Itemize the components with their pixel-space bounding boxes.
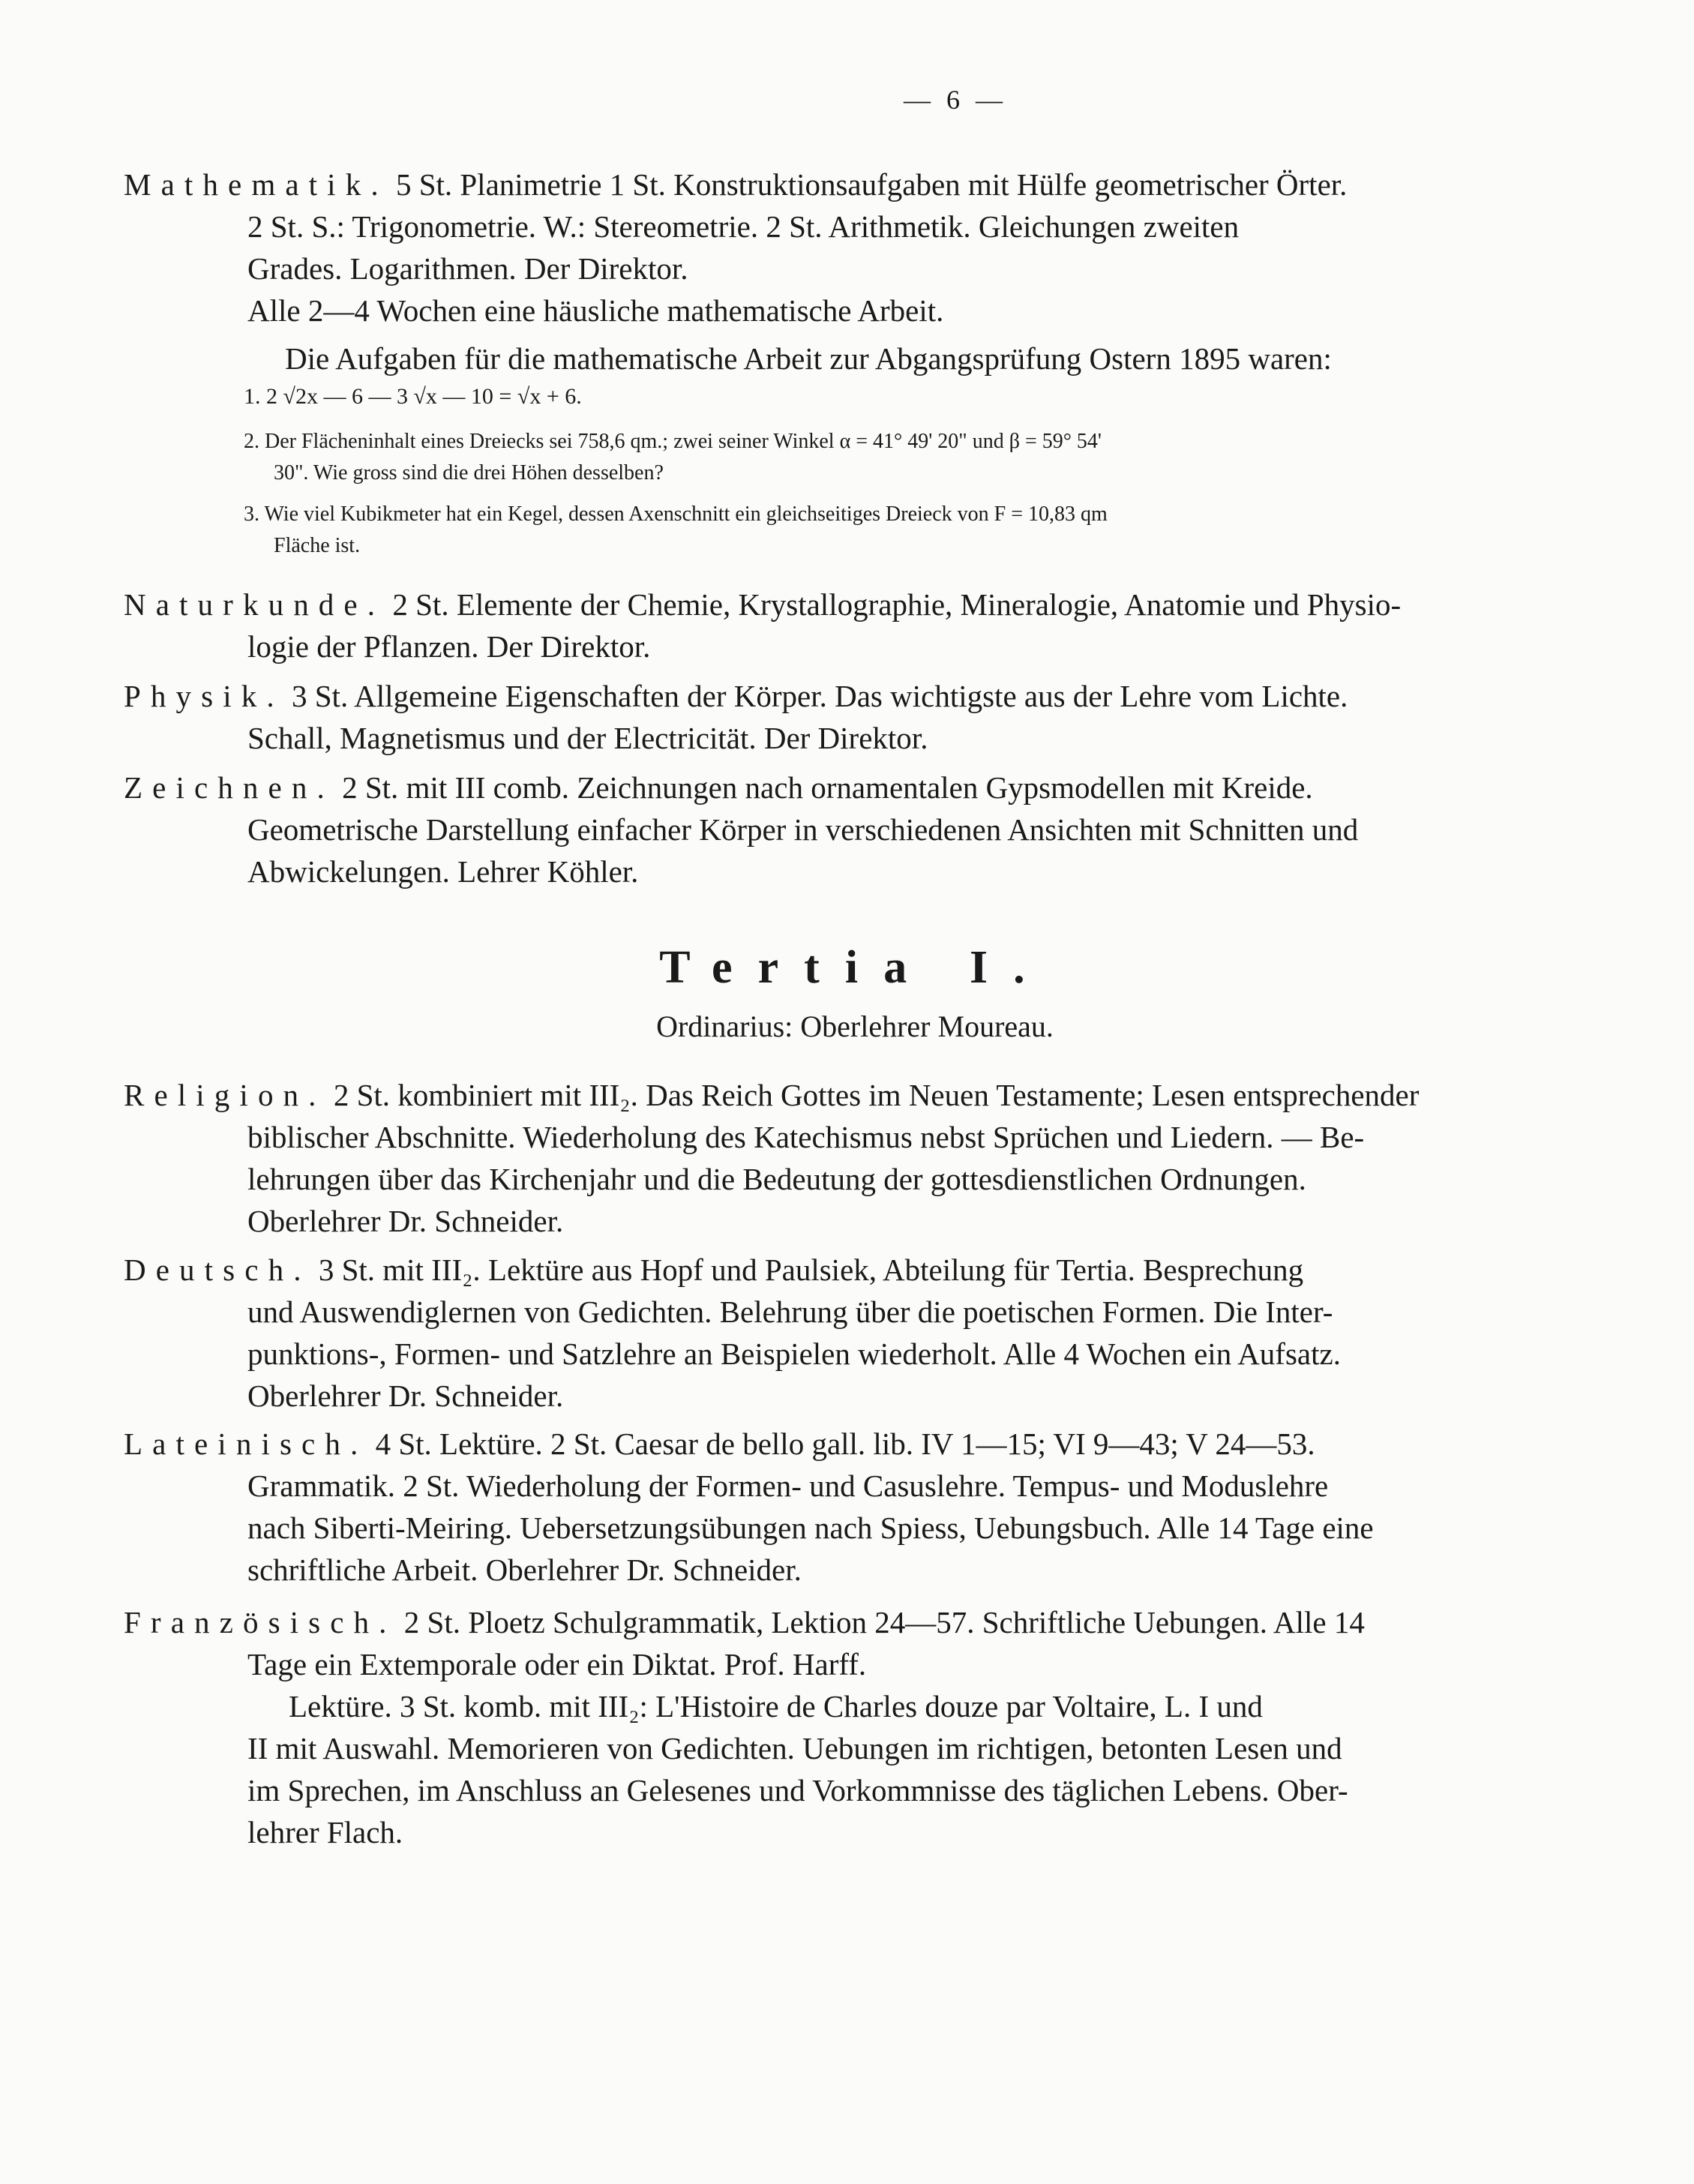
text-line: Oberlehrer Dr. Schneider. (247, 1378, 564, 1413)
text-line: 2 St. Elemente der Chemie, Krystallographie, Mineralogie, Anatomie und Physio- (392, 587, 1402, 622)
text-line: Alle 2—4 Wochen eine häusliche mathematische Arbeit. (247, 293, 944, 328)
text-line: 2 St. kombiniert mit III₂. Das Reich Gottes im Neuen Testamente; Lesen entsprechender (333, 1078, 1420, 1112)
text-line: Schall, Magnetismus und der Electricität. Der Direktor. (247, 721, 928, 755)
text-line: Fläche ist. (274, 534, 361, 557)
text-line: und Auswendiglernen von Gedichten. Belehrung über die poetischen Formen. Die Inter- (247, 1294, 1333, 1329)
text-line: 2 St. mit III comb. Zeichnungen nach ornamentalen Gypsmodellen mit Kreide. (342, 770, 1313, 805)
section-franzoesisch (124, 1601, 1586, 1853)
section-heading: Tertia I. (659, 942, 1051, 993)
section-zeichnen (124, 766, 1586, 892)
text-line: biblischer Abschnitte. Wiederholung des Katechismus nebst Sprüchen und Liedern. — Be- (247, 1120, 1365, 1154)
text-line: 2 St. S.: Trigonometrie. W.: Stereometrie. 2 St. Arithmetik. Gleichungen zweiten (247, 209, 1240, 244)
text-line: Lektüre. 3 St. komb. mit III₂: L'Histoire de Charles douze par Voltaire, L. I und (289, 1689, 1263, 1724)
text-line: punktions-, Formen- und Satzlehre an Beispielen wiederholt. Alle 4 Wochen ein Aufsatz. (247, 1336, 1341, 1371)
subject-label: Zeichnen. (124, 770, 334, 805)
section-naturkunde (124, 584, 1586, 668)
section-mathematik (124, 164, 1586, 332)
text-line: II mit Auswahl. Memorieren von Gedichten. Uebungen im richtigen, betonten Lesen und (247, 1731, 1342, 1766)
text-line: schriftliche Arbeit. Oberlehrer Dr. Schneider. (247, 1552, 802, 1587)
text-line: Oberlehrer Dr. Schneider. (247, 1204, 564, 1238)
subject-label: Physik. (124, 679, 284, 713)
section-physik (124, 675, 1586, 759)
text-line: lehrer Flach. (247, 1815, 403, 1850)
text-line: 2. Der Flächeninhalt eines Dreiecks sei 758,6 qm.; zwei seiner Winkel α = 41° 49' 20" und β = 59° 54' (244, 430, 1102, 453)
text-line: 30". Wie gross sind die drei Höhen desselben? (274, 461, 664, 484)
ordinarius-line: Ordinarius: Oberlehrer Moureau. (656, 1010, 1054, 1043)
text-line: Geometrische Darstellung einfacher Körper in verschiedenen Ansichten mit Schnitten und (247, 812, 1359, 847)
section-lateinisch (124, 1423, 1586, 1591)
subject-label: Naturkunde. (124, 587, 385, 622)
subject-label: Lateinisch. (124, 1426, 368, 1461)
text-line: Abwickelungen. Lehrer Köhler. (247, 854, 639, 889)
exam-task-2 (244, 426, 1594, 489)
page-number: — 6 — (904, 85, 1007, 115)
text-line: nach Siberti-Meiring. Uebersetzungsübungen nach Spiess, Uebungsbuch. Alle 14 Tage eine (247, 1510, 1374, 1545)
text-line: lehrungen über das Kirchenjahr und die Bedeutung der gottesdienstlichen Ordnungen. (247, 1162, 1306, 1196)
text-line: im Sprechen, im Anschluss an Gelesenes und Vorkommnisse des täglichen Lebens. Ober- (247, 1773, 1348, 1808)
exam-task-3 (244, 499, 1594, 562)
exam-task-1: 1. 2 √2x — 6 — 3 √x — 10 = √x + 6. (244, 384, 582, 409)
text-line: 3. Wie viel Kubikmeter hat ein Kegel, dessen Axenschnitt ein gleichseitiges Dreieck von F = 10,83 qm (244, 502, 1108, 526)
text-line: 2 St. Ploetz Schulgrammatik, Lektion 24—57. Schriftliche Uebungen. Alle 14 (403, 1605, 1365, 1640)
text-line: 3 St. mit III₂. Lektüre aus Hopf und Paulsiek, Abteilung für Tertia. Besprechung (318, 1252, 1304, 1287)
text-line: Tage ein Extemporale oder ein Diktat. Prof. Harff. (247, 1647, 867, 1682)
exam-intro: Die Aufgaben für die mathematische Arbeit zur Abgangsprüfung Ostern 1895 waren: (285, 341, 1332, 376)
subject-label: Mathematik. (124, 167, 388, 202)
subject-label: Deutsch. (124, 1252, 311, 1287)
text-line: 3 St. Allgemeine Eigenschaften der Körper. Das wichtigste aus der Lehre vom Lichte. (292, 679, 1348, 713)
subject-label: Französisch. (124, 1605, 397, 1640)
text-line: 5 St. Planimetrie 1 St. Konstruktionsaufgaben mit Hülfe geometrischer Örter. (395, 167, 1348, 202)
section-religion (124, 1074, 1586, 1242)
subject-label: Religion. (124, 1078, 326, 1112)
text-line: Grammatik. 2 St. Wiederholung der Formen- und Casuslehre. Tempus- und Moduslehre (247, 1468, 1329, 1503)
text-line: Grades. Logarithmen. Der Direktor. (247, 251, 688, 286)
text-line: 4 St. Lektüre. 2 St. Caesar de bello gall. lib. IV 1—15; VI 9—43; V 24—53. (375, 1426, 1315, 1461)
text-line: logie der Pflanzen. Der Direktor. (247, 629, 651, 664)
section-deutsch (124, 1249, 1586, 1417)
